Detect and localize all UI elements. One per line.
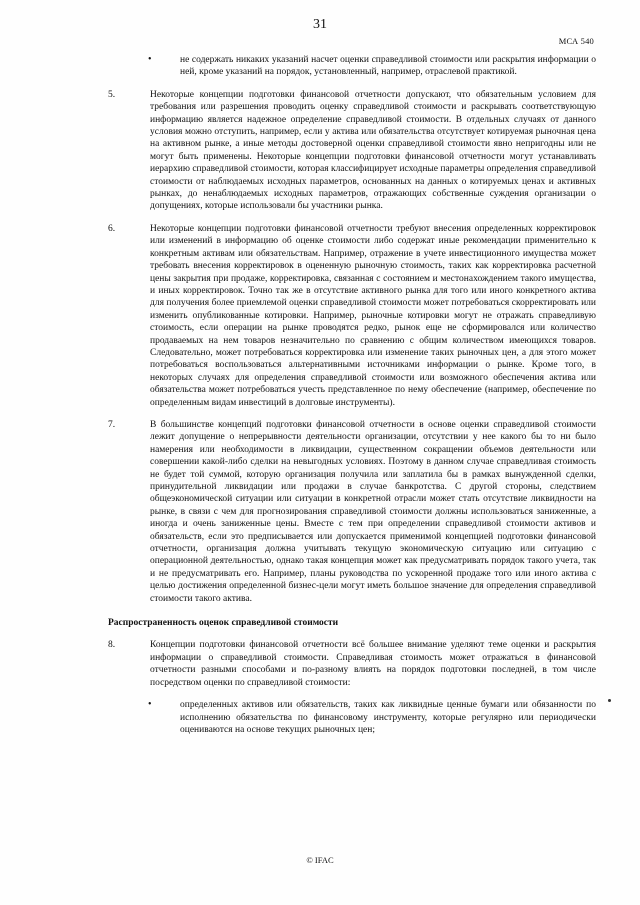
- paragraph-6: [108, 223, 596, 409]
- document-code: МСА 540: [558, 36, 594, 46]
- paragraph-text: Некоторые концепции подготовки финансовой отчетности допускают, что обязательным условием для требования или разрешения проводить оценку справедливой стоимости и раскрывать соответствующую информацию является надежное определение справедливой стоимости. В отдельных случаях от данного условия можно отступить, например, если у актива или обязательства отсутствует котируемая рыночная цена на активном рынке, а иные методы достоверной оценки справедливой стоимости явно непригодны или не могут быть применены. Некоторые концепции подготовки финансовой отчетности могут устанавливать иерархию справедливой стоимости, которая классифицирует исходные параметры определения справедливой стоимости от наблюдаемых исходных параметров, основанных на данных о котируемых ценах и активных рынках, до ненаблюдаемых исходных параметров, отражающих собственные суждения организации о допущениях, которые использовали бы участники рынка.: [150, 89, 596, 212]
- bullet-item-bottom: [108, 699, 596, 736]
- bullet-mark: •: [148, 699, 152, 711]
- bullet-text: определенных активов или обязательств, таких как ликвидные ценные бумаги или обязанности по исполнению обязательства по финансовому инструменту, которые регулярно или периодически оцениваются на основе текущих рыночных цен;: [180, 700, 596, 735]
- paragraph-number: 7.: [108, 419, 116, 430]
- paragraph-5: [108, 89, 596, 213]
- scan-dot: [608, 699, 611, 702]
- paragraph-text: В большинстве концепций подготовки финансовой отчетности в основе оценки справедливой стоимости лежит допущение о непрерывности деятельности организации, отсутствии у нее какого бы то ни было намерения или необходимости в ликвидации, существенном сокращении объемов деятельности или совершении какой-либо сделки на невыгодных условиях. Поэтому в данном случае справедливая стоимость не будет той суммой, которую организация получила или заплатила бы в рамках вынужденной сделки, принудительной ликвидации или продажи в случае банкротства. С другой стороны, следствием общеэкономической ситуации или ситуации в конкретной отрасли может стать отсутствие ликвидности на рынке, в связи с чем для прогнозирования справедливой стоимости должны использоваться заниженные, а иногда и очень заниженные цены. Вместе с тем при определении справедливой стоимости активов и обязательств, если это предписывается или допускается применимой концепцией подготовки финансовой отчетности, организация должна учитывать текущую экономическую ситуацию или ситуацию с операционной деятельностью, однако такая концепция может как предусматривать порядок такого учета, так и не предусматривать его. Например, планы руководства по ускоренной продаже того или иного актива с целью достижения определенной бизнес-цели могут иметь большое значение для определения справедливой стоимости такого актива.: [150, 419, 596, 604]
- paragraph-text: Некоторые концепции подготовки финансовой отчетности требуют внесения определенных корректировок или изменений в информацию об оценке стоимости либо содержат иные рекомендации применительно к конкретным активам или обязательствам. Например, отражение в учете инвестиционного имущества может требовать внесения корректировок в оцененную рыночную стоимость, таких как корректировка расчетной цены закрытия при продаже, корректировка, связанная с состоянием и местонахождением такого имущества, и иных корректировок. Точно так же в отсутствие активного рынка для того или иного конкретного актива для получения более приемлемой оценки справедливой стоимости может потребоваться скорректировать или изменить опубликованные котировки. Например, рыночные котировки могут не отражать справедливую стоимость, если операции на рынке проводятся редко, рынок еще не сформировался или количество продаваемых на нем товаров незначительно по сравнению с общим количеством имеющихся товаров. Следовательно, может потребоваться корректировка или изменение таких рыночных цен, а для этого может потребоваться воспользоваться альтернативными источниками информации о рынке. Кроме того, в некоторых случаях для определения справедливой стоимости или возможного обеспечения актива или обязательства может потребоваться учесть представленное по нему обеспечение (например, обеспечение по определенным видам инвестиций в долговые инструменты).: [150, 223, 596, 408]
- paragraph-text: Концепции подготовки финансовой отчетности всё большее внимание уделяют теме оценки и раскрытия информации о справедливой стоимости. Справедливая стоимость может отражаться в финансовой отчетности разными способами и по-разному влиять на порядок подготовки последней, в том числе посредством оценки по справедливой стоимости:: [150, 640, 596, 688]
- bullet-text: не содержать никаких указаний насчет оценки справедливой стоимости или раскрытия информации о ней, кроме указаний на порядок, установленный, например, отраслевой практикой.: [180, 55, 596, 78]
- page-body: [108, 54, 596, 736]
- section-heading: Распространенность оценок справедливой стоимости: [108, 618, 339, 629]
- footer-copyright: © IFAC: [306, 855, 334, 865]
- paragraph-number: 8.: [108, 640, 116, 651]
- paragraph-8: [108, 639, 596, 689]
- bullet-item-top: [108, 54, 596, 79]
- paragraph-7: [108, 419, 596, 605]
- bullet-mark: •: [148, 54, 152, 65]
- paragraph-number: 5.: [108, 89, 116, 100]
- paragraph-number: 6.: [108, 223, 116, 234]
- page-number: 31: [313, 17, 327, 32]
